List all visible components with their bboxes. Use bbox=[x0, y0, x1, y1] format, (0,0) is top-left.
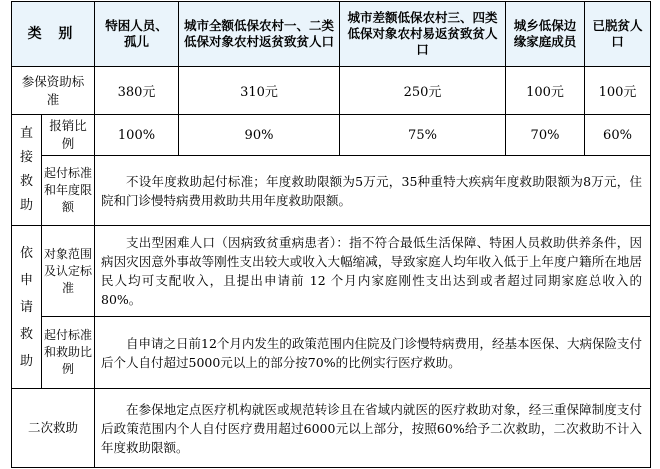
second-aid-text: 在参保地定点医疗机构就医或规范转诊且在省域内就医的医疗救助对象，经三重保障制度支付后政策范围内个人自付医疗费用超过6000元以上部分，按照60%给予二次救助，二次救助不计入年度救助限额。 bbox=[95, 389, 651, 468]
header-col-2: 城市全额低保农村一、二类低保对象农村返贫致贫人口 bbox=[179, 2, 340, 67]
apply-aid-group bbox=[12, 226, 42, 389]
ratio-value-5: 60% bbox=[585, 115, 651, 156]
ratio-row bbox=[12, 115, 651, 156]
header-category: 类 别 bbox=[12, 2, 95, 67]
header-col-3: 城市差额低保农村三、四类低保对象农村易返贫致贫人口 bbox=[340, 2, 506, 67]
header-row bbox=[12, 2, 651, 67]
ratio-label: 报销比例 bbox=[42, 115, 95, 156]
subsidy-value-3: 250元 bbox=[340, 67, 506, 115]
direct-aid-group bbox=[12, 115, 42, 226]
second-aid-row bbox=[12, 389, 651, 468]
direct-aid-group-label: 直接救助 bbox=[19, 126, 33, 213]
apply-aid-group-label: 依申请救助 bbox=[19, 245, 33, 369]
limit-text: 不设年度救助起付标准；年度救助限额为5万元，35种重特大疾病年度救助限额为8万元，住院和门诊慢特病费用救助共用年度救助限额。 bbox=[95, 156, 651, 226]
standard-row bbox=[12, 317, 651, 389]
header-col-1: 特困人员、孤儿 bbox=[95, 2, 179, 67]
scope-text: 支出型困难人口（因病致贫重病患者）：指不符合最低生活保障、特困人员救助供养条件，因病因灾因意外事故等刚性支出较大或收入大幅缩减，导致家庭人均年收入低于上年度户籍所在地居民人均可支配收入，且提出申请前 12 个月内家庭刚性支出达到或者超过同期家庭总收入的 80%。 bbox=[95, 226, 651, 317]
limit-row bbox=[12, 156, 651, 226]
ratio-value-2: 90% bbox=[179, 115, 340, 156]
subsidy-value-1: 380元 bbox=[95, 67, 179, 115]
subsidy-label: 参保资助标准 bbox=[12, 67, 95, 115]
ratio-value-3: 75% bbox=[340, 115, 506, 156]
ratio-value-4: 70% bbox=[506, 115, 585, 156]
limit-label: 起付标准和年度限额 bbox=[42, 156, 95, 226]
subsidy-row bbox=[12, 67, 651, 115]
header-col-5: 已脱贫人口 bbox=[585, 2, 651, 67]
scope-row bbox=[12, 226, 651, 317]
ratio-value-1: 100% bbox=[95, 115, 179, 156]
second-aid-label: 二次救助 bbox=[12, 389, 95, 468]
subsidy-value-2: 310元 bbox=[179, 67, 340, 115]
header-col-4: 城乡低保边缘家庭成员 bbox=[506, 2, 585, 67]
subsidy-value-5: 100元 bbox=[585, 67, 651, 115]
standard-label: 起付标准和救助比例 bbox=[42, 317, 95, 389]
medical-aid-table bbox=[11, 1, 651, 468]
standard-text: 自申请之日前12个月内发生的政策范围内住院及门诊慢特病费用，经基本医保、大病保险支付后个人自付超过5000元以上的部分按70%的比例实行医疗救助。 bbox=[95, 317, 651, 389]
subsidy-value-4: 100元 bbox=[506, 67, 585, 115]
scope-label: 对象范围及认定标准 bbox=[42, 226, 95, 317]
